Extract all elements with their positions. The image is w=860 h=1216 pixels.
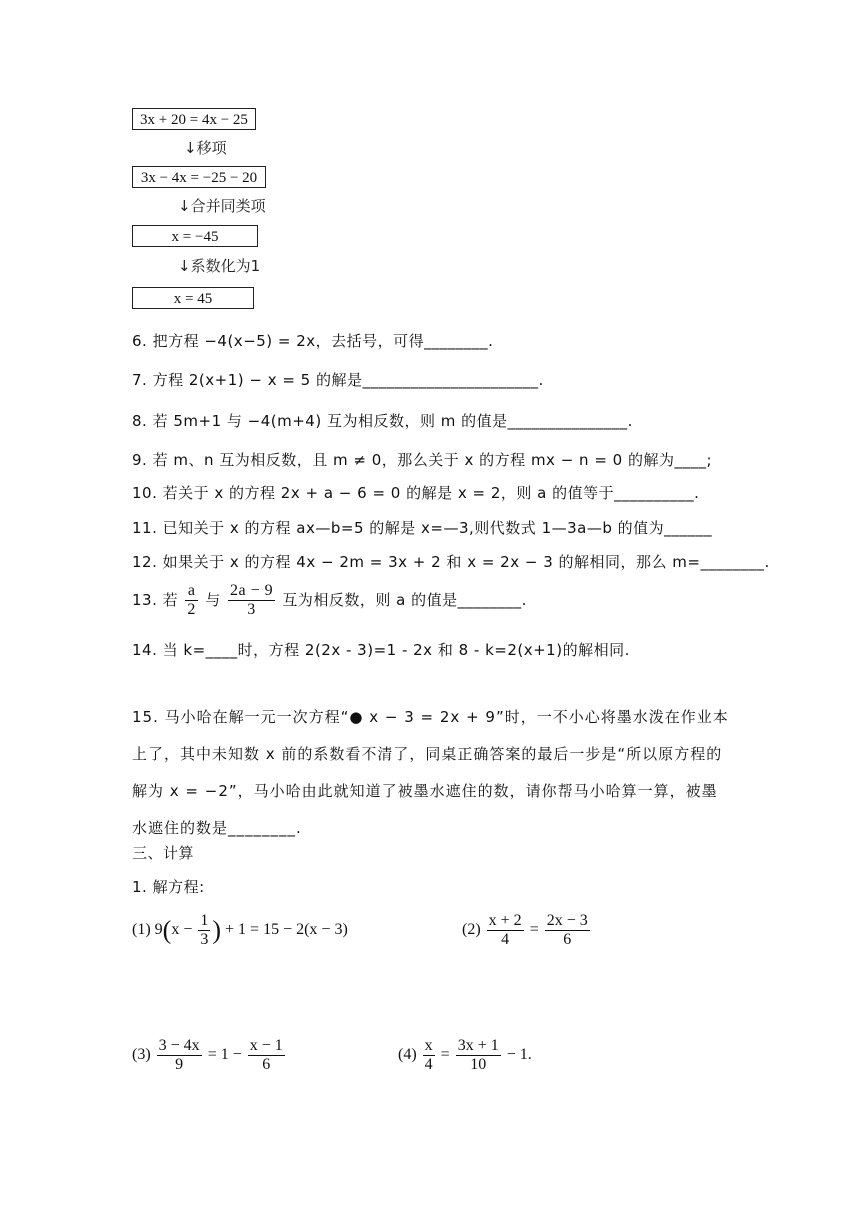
fraction-numerator: x + 2 [488, 912, 522, 929]
fraction-numerator: 2x − 3 [546, 912, 588, 929]
equation-4-label: (4) [398, 1046, 417, 1064]
equals-sign: = [440, 1046, 450, 1064]
flow-box-2: 3x − 4x = −25 − 20 [132, 166, 266, 188]
question-14: 14. 当 k=____时，方程 2(2x - 3)=1 - 2x 和 8 - k=2(x+1)的解相同. [132, 641, 630, 659]
fraction-numerator: 2a − 9 [229, 582, 274, 599]
fraction-numerator: a [185, 582, 198, 601]
flow-box-4: x = 45 [132, 287, 254, 309]
question-8: 8. 若 5m+1 与 −4(m+4) 互为相反数，则 m 的值是_______________. [132, 412, 633, 430]
fraction-numerator: 3x + 1 [457, 1037, 499, 1054]
equation-3-mid: = 1 − [207, 1046, 242, 1064]
equation-4-tail: − 1. [506, 1046, 532, 1064]
equation-3-label: (3) [132, 1046, 151, 1064]
question-11: 11. 已知关于 x 的方程 ax—b=5 的解是 x=—3,则代数式 1—3a—b 的值为______ [132, 519, 713, 537]
fraction-denominator: 3 [200, 931, 209, 948]
fraction-numerator: 1 [200, 912, 209, 929]
fraction-denominator: 4 [501, 931, 510, 948]
equals-sign: = [529, 921, 539, 939]
equation-1-rest: + 1 = 15 − 2(x − 3) [225, 921, 348, 939]
section-subtitle: 1. 解方程: [132, 878, 205, 896]
flow-step-combine: ↓合并同类项 [178, 197, 266, 215]
equation-3 [132, 1037, 287, 1074]
question-13-suffix: 互为相反数，则 a 的值是________. [282, 591, 527, 609]
question-13 [132, 582, 527, 619]
fraction-right [545, 912, 590, 949]
equation-2-label: (2) [462, 921, 481, 939]
fraction-a-over-2 [185, 582, 198, 619]
question-13-mid: 与 [205, 591, 221, 609]
paren-open: ( [162, 915, 172, 945]
question-6: 6. 把方程 −4(x−5) = 2x，去括号，可得________. [132, 332, 494, 350]
equation-1 [132, 912, 348, 949]
equation-1-label: (1) [132, 921, 151, 939]
paren-close: ) [212, 915, 222, 945]
section-title: 三、计算 [132, 844, 195, 862]
fraction-one-third [198, 912, 210, 949]
fraction-left [157, 1037, 202, 1074]
flow-box-3: x = −45 [132, 225, 258, 247]
equation-1-coef: 9 [154, 921, 163, 939]
question-9: 9. 若 m、n 互为相反数，且 m ≠ 0，那么关于 x 的方程 mx − n = 0 的解为____; [132, 451, 713, 469]
fraction-denominator: 4 [424, 1056, 433, 1073]
equation-4 [398, 1037, 532, 1074]
equation-2 [462, 912, 592, 949]
equation-1-x: x − [171, 921, 193, 939]
question-13-prefix: 13. 若 [132, 591, 179, 609]
fraction-right [248, 1037, 285, 1074]
flow-box-1: 3x + 20 = 4x − 25 [132, 108, 256, 130]
fraction-denominator: 6 [262, 1056, 271, 1073]
fraction-denominator: 10 [470, 1056, 487, 1073]
fraction-2a-minus-9-over-3 [228, 582, 275, 619]
fraction-left [487, 912, 524, 949]
question-7: 7. 方程 2(x+1) − x = 5 的解是______________________. [132, 371, 544, 389]
fraction-left [423, 1037, 435, 1074]
question-10: 10. 若关于 x 的方程 2x + a − 6 = 0 的解是 x = 2，则 a 的值等于__________. [132, 484, 700, 502]
fraction-numerator: x [424, 1037, 433, 1054]
fraction-denominator: 9 [175, 1056, 184, 1073]
question-15: 15. 马小哈在解一元一次方程“● x − 3 = 2x + 9”时，一不小心将墨水泼在作业本上了，其中未知数 x 前的系数看不清了，同桌正确答案的最后一步是“所以原方程的解为 x = −2”，马小哈由此就知道了被墨水遮住的数，请你帮马小哈算一算，被墨水遮住的数是________. [132, 708, 729, 837]
fraction-numerator: 3 − 4x [158, 1037, 200, 1054]
flow-step-coefficient: ↓系数化为1 [178, 257, 261, 275]
question-12: 12. 如果关于 x 的方程 4x − 2m = 3x + 2 和 x = 2x − 3 的解相同，那么 m=________. [132, 553, 770, 571]
fraction-denominator: 3 [247, 601, 256, 618]
fraction-denominator: 6 [563, 931, 572, 948]
fraction-right [456, 1037, 501, 1074]
fraction-denominator: 2 [187, 601, 196, 618]
flow-step-transpose: ↓移项 [184, 139, 227, 157]
fraction-numerator: x − 1 [249, 1037, 283, 1054]
